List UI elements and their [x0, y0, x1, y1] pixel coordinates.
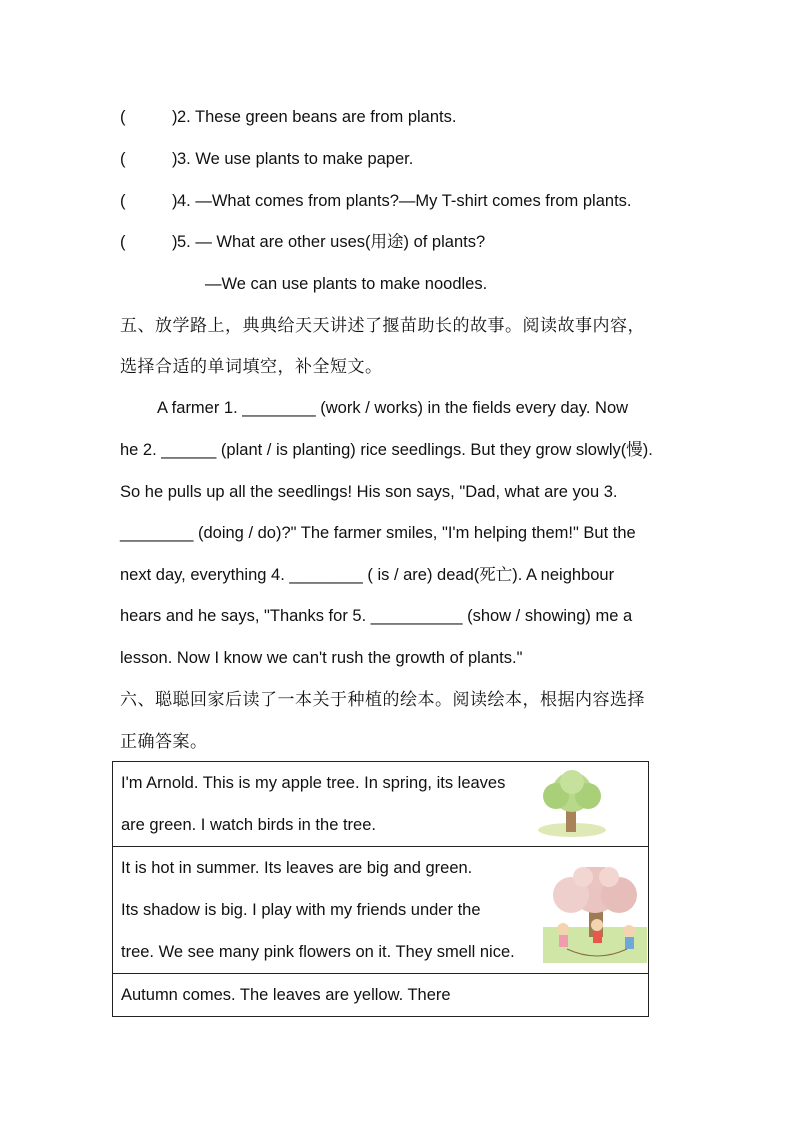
question-2	[120, 107, 457, 127]
section5-heading-line2: 选择合适的单词填空，补全短文。	[120, 357, 383, 377]
row-text: Autumn comes. The leaves are yellow. There	[121, 986, 451, 1004]
question-text: 3. We use plants to make paper.	[177, 150, 414, 168]
answer-paren-close: )	[172, 192, 178, 210]
answer-paren-close: )	[172, 108, 178, 126]
story-line-6: hears and he says, "Thanks for 5. __________ (show / showing) me a	[120, 607, 633, 625]
row-text: are green. I watch birds in the tree.	[121, 816, 376, 834]
question-text: 5. — What are other uses(用途) of plants?	[177, 233, 486, 251]
answer-paren-open: (	[120, 192, 126, 210]
question-3	[120, 149, 414, 169]
answer-paren-close: )	[172, 233, 178, 251]
summer-tree-children-illustration	[543, 867, 647, 963]
row-text: tree. We see many pink flowers on it. They smell nice.	[121, 943, 515, 961]
question-5	[120, 232, 486, 252]
row-text: It is hot in summer. Its leaves are big and green.	[121, 859, 473, 877]
picture-book-row-autumn	[113, 974, 649, 1017]
story-line-1: A farmer 1. ________ (work / works) in the fields every day. Now	[157, 399, 629, 417]
section6-heading-line2: 正确答案。	[120, 732, 208, 752]
answer-paren-open: (	[120, 150, 126, 168]
picture-book-row-spring	[113, 762, 649, 847]
story-line-7: lesson. Now I know we can't rush the growth of plants."	[120, 649, 523, 667]
story-line-5: next day, everything 4. ________ ( is / are) dead(死亡). A neighbour	[120, 566, 615, 584]
spring-tree-illustration	[536, 768, 608, 838]
question-4	[120, 191, 632, 211]
question-text: 4. —What comes from plants?—My T-shirt comes from plants.	[177, 192, 632, 210]
answer-paren-open: (	[120, 108, 126, 126]
story-line-4: ________ (doing / do)?" The farmer smiles, "I'm helping them!" But the	[120, 524, 636, 542]
picture-book-row-summer	[113, 847, 649, 974]
section6-heading-line1: 六、聪聪回家后读了一本关于种植的绘本。阅读绘本，根据内容选择	[120, 690, 645, 710]
story-line-3: So he pulls up all the seedlings! His son says, "Dad, what are you 3.	[120, 483, 618, 501]
answer-paren-open: (	[120, 233, 126, 251]
question-5-answer: —We can use plants to make noodles.	[205, 275, 488, 293]
section5-heading-line1: 五、放学路上，典典给天天讲述了揠苗助长的故事。阅读故事内容，	[120, 316, 645, 336]
row-text: I'm Arnold. This is my apple tree. In spring, its leaves	[121, 774, 506, 792]
row-text: Its shadow is big. I play with my friends under the	[121, 901, 481, 919]
story-line-2: he 2. ______ (plant / is planting) rice seedlings. But they grow slowly(慢).	[120, 441, 653, 459]
answer-paren-close: )	[172, 150, 178, 168]
picture-book-table	[112, 761, 649, 1017]
question-text: 2. These green beans are from plants.	[177, 108, 457, 126]
